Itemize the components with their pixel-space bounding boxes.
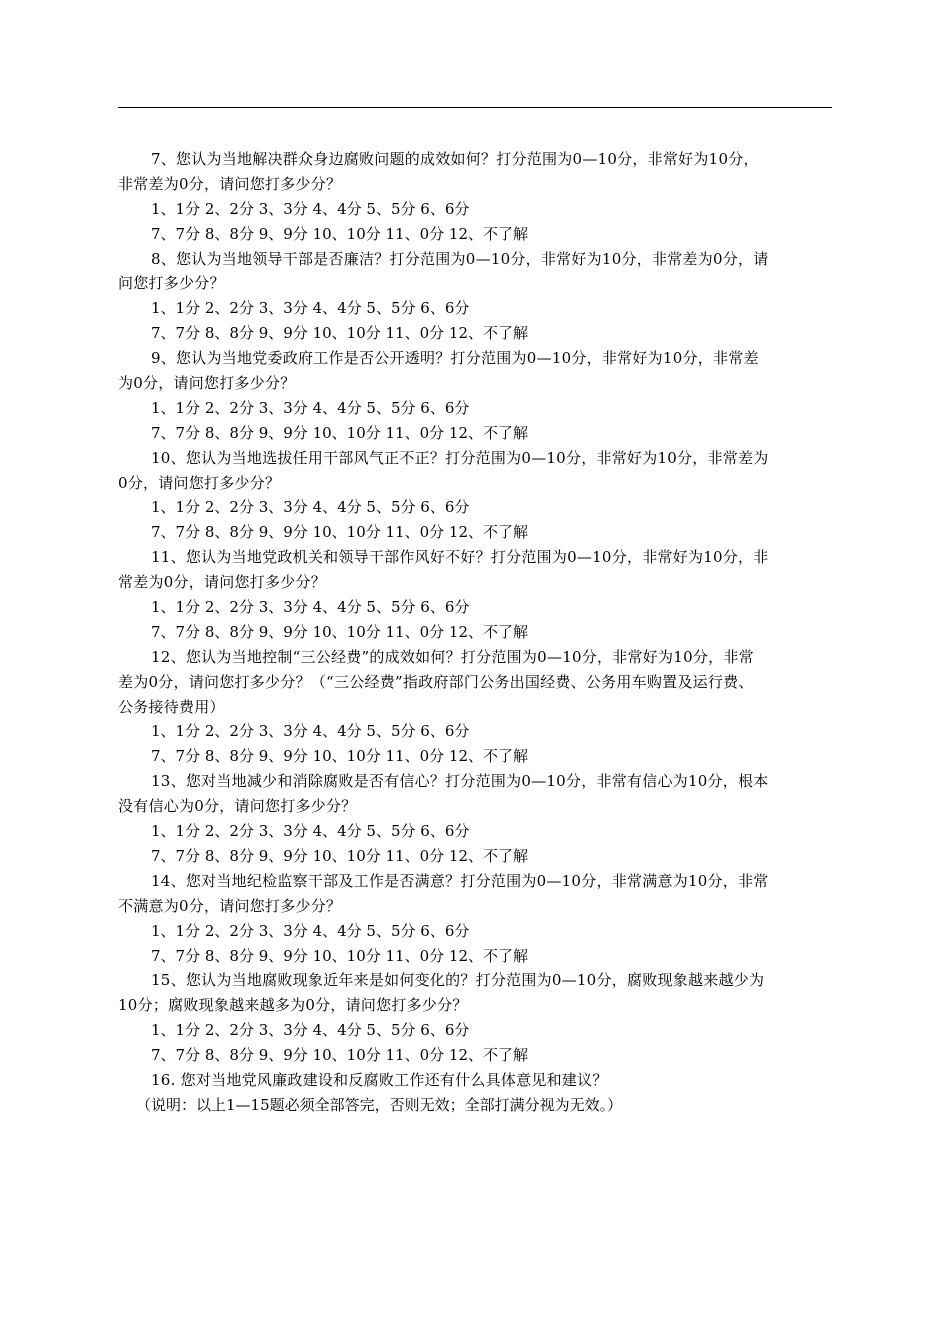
question-14-text-cont: 不满意为0分，请问您打多少分？ bbox=[118, 896, 342, 915]
answer-options-row-1: 1、1分 2、2分 3、3分 4、4分 5、5分 6、6分 bbox=[151, 722, 470, 741]
answer-options-row-1: 1、1分 2、2分 3、3分 4、4分 5、5分 6、6分 bbox=[151, 598, 470, 617]
answer-options-row-2: 7、7分 8、8分 9、9分 10、10分 11、0分 12、不了解 bbox=[151, 1046, 528, 1065]
question-11-text-cont: 常差为0分，请问您打多少分？ bbox=[118, 573, 327, 592]
answer-options-row-1: 1、1分 2、2分 3、3分 4、4分 5、5分 6、6分 bbox=[151, 398, 470, 417]
question-10-text-cont: 0分，请问您打多少分？ bbox=[118, 473, 281, 492]
question-13-text: 13、您对当地减少和消除腐败是否有信心？打分范围为0—10分，非常有信心为10分，根本 bbox=[151, 772, 769, 791]
question-8-text: 8、您认为当地领导干部是否廉洁？打分范围为0—10分，非常好为10分，非常差为0分，请 bbox=[151, 249, 769, 268]
answer-options-row-1: 1、1分 2、2分 3、3分 4、4分 5、5分 6、6分 bbox=[151, 822, 470, 841]
question-13-text-cont: 没有信心为0分，请问您打多少分？ bbox=[118, 797, 357, 816]
answer-options-row-1: 1、1分 2、2分 3、3分 4、4分 5、5分 6、6分 bbox=[151, 199, 470, 218]
answer-options-row-1: 1、1分 2、2分 3、3分 4、4分 5、5分 6、6分 bbox=[151, 299, 470, 318]
question-9-text-cont: 为0分，请问您打多少分？ bbox=[118, 374, 296, 393]
answer-options-row-1: 1、1分 2、2分 3、3分 4、4分 5、5分 6、6分 bbox=[151, 498, 470, 517]
question-7-text-cont: 非常差为0分，请问您打多少分？ bbox=[118, 174, 342, 193]
question-14-text: 14、您对当地纪检监察干部及工作是否满意？打分范围为0—10分，非常满意为10分，非常 bbox=[151, 871, 769, 890]
question-11-text: 11、您认为当地党政机关和领导干部作风好不好？打分范围为0—10分，非常好为10分，非 bbox=[151, 548, 769, 567]
question-7-text: 7、您认为当地解决群众身边腐败问题的成效如何？打分范围为0—10分，非常好为10分， bbox=[151, 150, 759, 168]
answer-options-row-2: 7、7分 8、8分 9、9分 10、10分 11、0分 12、不了解 bbox=[151, 224, 528, 243]
question-12-text-cont: 差为0分，请问您打多少分？（“三公经费”指政府部门公务出国经费、公务用车购置及运行费、 bbox=[118, 672, 754, 691]
question-12-text: 12、您认为当地控制“三公经费”的成效如何？打分范围为0—10分，非常好为10分，非常 bbox=[151, 647, 754, 666]
answer-options-row-2: 7、7分 8、8分 9、9分 10、10分 11、0分 12、不了解 bbox=[151, 846, 528, 865]
answer-options-row-2: 7、7分 8、8分 9、9分 10、10分 11、0分 12、不了解 bbox=[151, 946, 528, 965]
answer-options-row-1: 1、1分 2、2分 3、3分 4、4分 5、5分 6、6分 bbox=[151, 921, 470, 940]
answer-options-row-2: 7、7分 8、8分 9、9分 10、10分 11、0分 12、不了解 bbox=[151, 622, 528, 641]
question-15-text-cont: 10分；腐败现象越来越多为0分，请问您打多少分？ bbox=[118, 996, 468, 1015]
questionnaire-body bbox=[118, 147, 832, 1118]
answer-options-row-2: 7、7分 8、8分 9、9分 10、10分 11、0分 12、不了解 bbox=[151, 747, 528, 766]
answer-options-row-2: 7、7分 8、8分 9、9分 10、10分 11、0分 12、不了解 bbox=[151, 324, 528, 343]
answer-options-row-2: 7、7分 8、8分 9、9分 10、10分 11、0分 12、不了解 bbox=[151, 423, 528, 442]
question-8-text-cont: 问您打多少分？ bbox=[118, 274, 225, 293]
question-12-text-cont: 公务接待费用） bbox=[118, 697, 225, 716]
header-rule bbox=[118, 107, 832, 108]
question-15-text: 15、您认为当地腐败现象近年来是如何变化的？打分范围为0—10分，腐败现象越来越少为 bbox=[151, 971, 765, 990]
instruction-note: （说明：以上1—15题必须全部答完，否则无效；全部打满分视为无效。） bbox=[136, 1095, 623, 1114]
answer-options-row-1: 1、1分 2、2分 3、3分 4、4分 5、5分 6、6分 bbox=[151, 1021, 470, 1040]
question-16: 16. 您对当地党风廉政建设和反腐败工作还有什么具体意见和建议？ bbox=[151, 1070, 608, 1089]
question-9-text: 9、您认为当地党委政府工作是否公开透明？打分范围为0—10分，非常好为10分，非常差 bbox=[151, 349, 759, 368]
question-10-text: 10、您认为当地选拔任用干部风气正不正？打分范围为0—10分，非常好为10分，非常差为 bbox=[151, 448, 769, 467]
answer-options-row-2: 7、7分 8、8分 9、9分 10、10分 11、0分 12、不了解 bbox=[151, 523, 528, 542]
